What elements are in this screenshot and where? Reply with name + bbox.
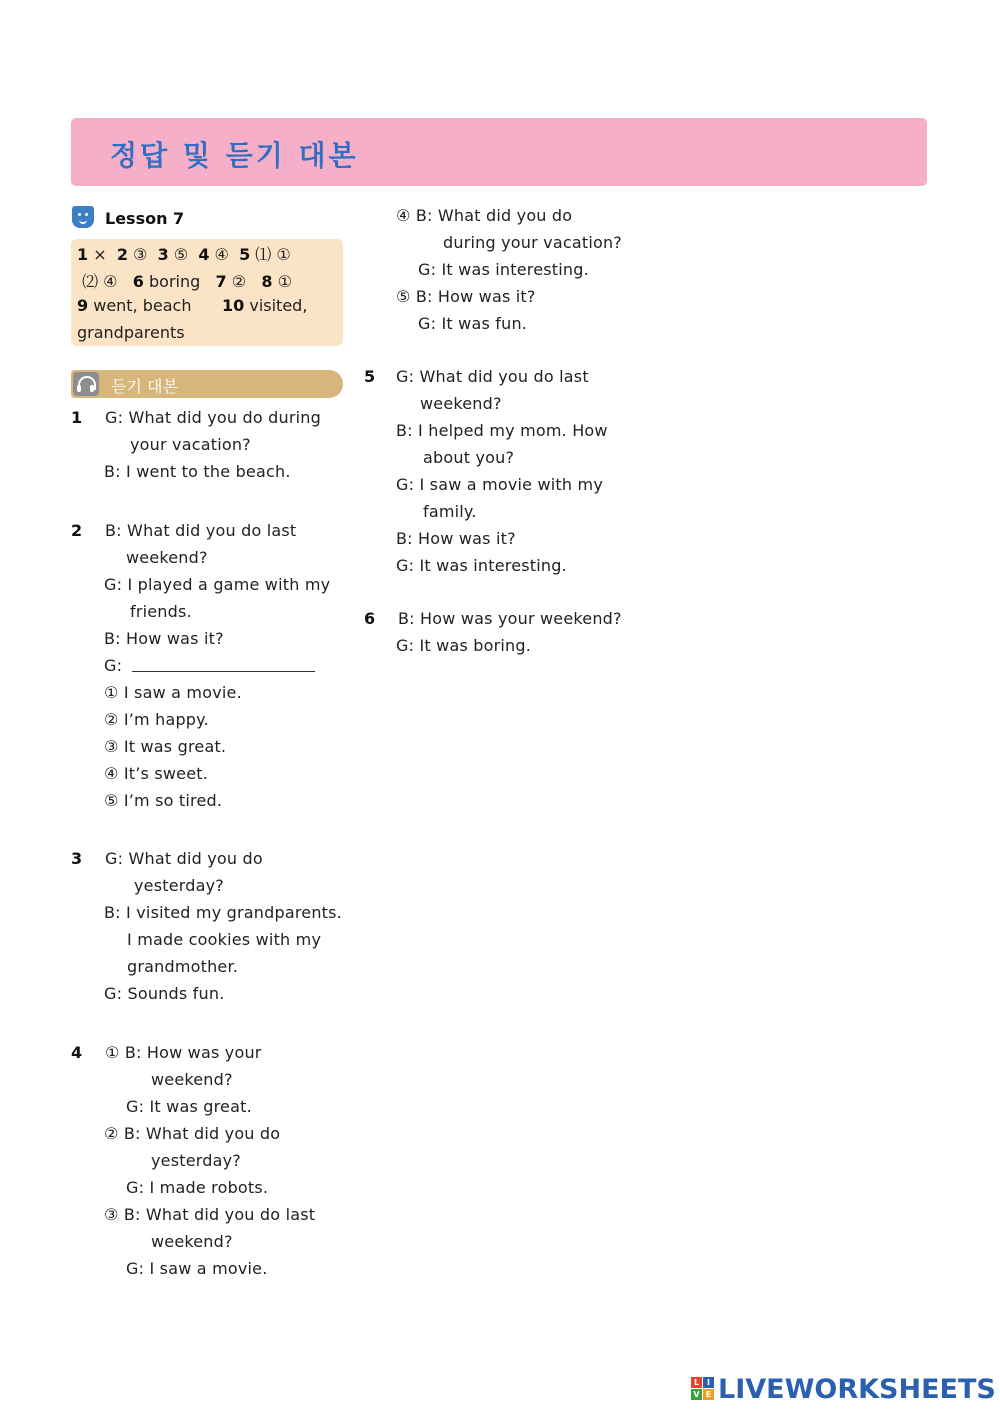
dialogue-line: G: I saw a movie with my [396,475,603,494]
dialogue-line: B: How was your weekend? [398,609,622,628]
dialogue-line: G: It was interesting. [396,556,567,575]
logo-text: LIVEWORKSHEETS [718,1374,996,1405]
dialogue-line: B: What did you do last [105,521,297,540]
dialogue-line: G: It was boring. [396,636,532,655]
dialogue-line: friends. [130,602,192,621]
dialogue-line: grandmother. [127,957,239,976]
dialogue-line: G: I saw a movie. [126,1259,268,1278]
dialogue-line: yesterday? [151,1151,241,1170]
dialogue-line: G: It was fun. [418,314,528,333]
dialogue-line: weekend? [151,1232,233,1251]
question-number: 5 [364,367,376,386]
listening-script-bar [71,370,343,398]
logo-mark-icon: L I V E [691,1377,715,1401]
answer-key-banner [71,118,927,186]
answer-option: ⑤ I’m so tired. [104,791,223,810]
dialogue-line: G: [104,656,123,675]
question-number: 2 [71,521,83,540]
dialogue-line: G: What did you do last [396,367,589,386]
dialogue-line: ② B: What did you do [104,1124,281,1143]
dialogue-line: weekend? [420,394,502,413]
dialogue-line: G: I played a game with my [104,575,331,594]
lesson-title: Lesson 7 [105,209,185,228]
dialogue-line: B: How was it? [104,629,224,648]
answer-line-4: grandparents [77,323,185,342]
answer-line-2: ⑵ ④ 6 boring 7 ② 8 ① [77,272,292,291]
headphones-icon [73,372,99,396]
answer-option: ② I’m happy. [104,710,209,729]
dialogue-line: B: I visited my grandparents. [104,903,342,922]
question-number: 4 [71,1043,83,1062]
dialogue-line: ① B: How was your [105,1043,262,1062]
dialogue-line: family. [423,502,477,521]
listening-script-label: 듣기 대본 [111,377,178,396]
dialogue-line: B: How was it? [396,529,516,548]
question-number: 1 [71,408,83,427]
answer-option: ③ It was great. [104,737,227,756]
dialogue-line: G: What did you do [105,849,263,868]
dialogue-line: weekend? [126,548,208,567]
answer-option: ④ It’s sweet. [104,764,208,783]
dialogue-line: ⑤ B: How was it? [396,287,536,306]
dialogue-line: G: What did you do during [105,408,321,427]
answer-option: ① I saw a movie. [104,683,242,702]
dialogue-line: G: It was great. [126,1097,252,1116]
dialogue-line: your vacation? [130,435,251,454]
dialogue-line: B: I helped my mom. How [396,421,608,440]
answer-line-1: 1 × 2 ③ 3 ⑤ 4 ④ 5 ⑴ ① [77,245,291,264]
answer-blank [132,671,315,672]
answer-line-3: 9 went, beach 10 visited, [77,296,308,315]
dialogue-line: G: Sounds fun. [104,984,225,1003]
dialogue-line: during your vacation? [443,233,622,252]
dialogue-line: yesterday? [134,876,224,895]
answer-box [71,239,343,346]
question-number: 6 [364,609,376,628]
page-title: 정답 및 듣기 대본 [110,139,359,172]
dialogue-line: ③ B: What did you do last [104,1205,316,1224]
dialogue-line: G: I made robots. [126,1178,269,1197]
dialogue-line: ④ B: What did you do [396,206,573,225]
question-number: 3 [71,849,83,868]
dialogue-line: G: It was interesting. [418,260,589,279]
dialogue-line: about you? [423,448,515,467]
dialogue-line: I made cookies with my [127,930,322,949]
mascot-icon [72,206,94,228]
dialogue-line: weekend? [151,1070,233,1089]
dialogue-line: B: I went to the beach. [104,462,291,481]
